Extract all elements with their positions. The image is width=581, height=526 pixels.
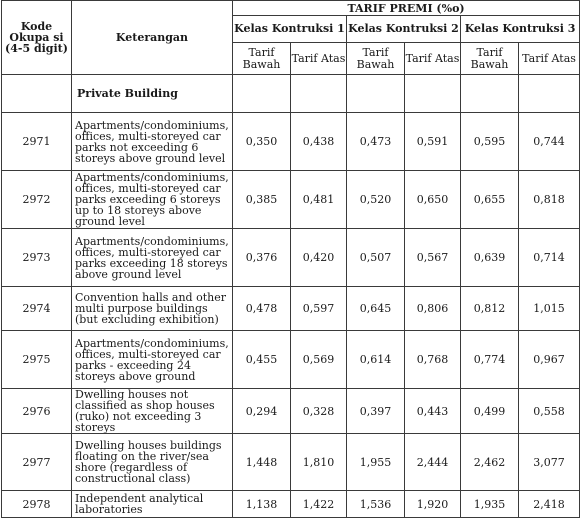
kode-cell: 2976 [2, 389, 72, 434]
tarif-bawah-1-cell: 0,376 [233, 229, 291, 287]
tarif-atas-2-cell: 0,567 [405, 229, 461, 287]
header-tarif-bawah-1: Tarif Bawah [233, 43, 291, 75]
keterangan-cell: Convention halls and other multi purpose buildings (but excluding exhibition) [72, 287, 233, 331]
table-row [2, 287, 580, 331]
tarif-bawah-3-cell: 0,655 [461, 171, 519, 229]
keterangan-cell: Independent analytical laboratories [72, 491, 233, 518]
tarif-atas-2-cell: 0,768 [405, 331, 461, 389]
tarif-atas-2-cell: 0,443 [405, 389, 461, 434]
tarif-bawah-1-cell: 0,478 [233, 287, 291, 331]
header-tarif-atas-3: Tarif Atas [519, 43, 580, 75]
tarif-atas-3-cell: 0,714 [519, 229, 580, 287]
keterangan-cell: Apartments/condominiums, offices, multi-storeyed car parks exceeding 18 storeys above ground level [72, 229, 233, 287]
header-keterangan: Keterangan [72, 1, 233, 75]
kode-cell: 2971 [2, 113, 72, 171]
section-title: Private Building [72, 75, 233, 113]
tarif-atas-1-cell: 0,569 [291, 331, 347, 389]
table-row [2, 389, 580, 434]
kode-cell: 2974 [2, 287, 72, 331]
tarif-atas-1-cell: 0,438 [291, 113, 347, 171]
kode-cell: 2972 [2, 171, 72, 229]
tarif-atas-2-cell: 1,920 [405, 491, 461, 518]
section-empty-cell [405, 75, 461, 113]
kode-cell: 2978 [2, 491, 72, 518]
header-kelas-2: Kelas Kontruksi 2 [347, 16, 461, 43]
section-empty-cell [461, 75, 519, 113]
tarif-atas-3-cell: 2,418 [519, 491, 580, 518]
tarif-atas-2-cell: 2,444 [405, 434, 461, 491]
header-tarif-atas-2: Tarif Atas [405, 43, 461, 75]
tarif-premi-table [1, 0, 580, 518]
keterangan-cell: Apartments/condominiums, offices, multi-storeyed car parks not exceeding 6 storeys above ground level [72, 113, 233, 171]
table-row [2, 434, 580, 491]
section-empty-cell [233, 75, 291, 113]
header-kelas-1: Kelas Kontruksi 1 [233, 16, 347, 43]
tarif-bawah-2-cell: 0,473 [347, 113, 405, 171]
header-kode: Kode Okupa si (4-5 digit) [2, 1, 72, 75]
tarif-bawah-2-cell: 0,614 [347, 331, 405, 389]
tarif-bawah-3-cell: 0,499 [461, 389, 519, 434]
section-kode-cell [2, 75, 72, 113]
header-tarif-bawah-2: Tarif Bawah [347, 43, 405, 75]
tarif-bawah-3-cell: 0,595 [461, 113, 519, 171]
table-row [2, 113, 580, 171]
tarif-bawah-3-cell: 2,462 [461, 434, 519, 491]
tarif-bawah-3-cell: 0,774 [461, 331, 519, 389]
kode-cell: 2973 [2, 229, 72, 287]
tarif-bawah-1-cell: 0,350 [233, 113, 291, 171]
table-row [2, 229, 580, 287]
tarif-atas-3-cell: 0,744 [519, 113, 580, 171]
tarif-bawah-3-cell: 1,935 [461, 491, 519, 518]
keterangan-cell: Apartments/condominiums, offices, multi-storeyed car parks exceeding 6 storeys up to 18 storeys above ground level [72, 171, 233, 229]
tarif-bawah-2-cell: 0,397 [347, 389, 405, 434]
tarif-atas-1-cell: 0,328 [291, 389, 347, 434]
tarif-bawah-1-cell: 1,138 [233, 491, 291, 518]
tarif-bawah-1-cell: 0,455 [233, 331, 291, 389]
section-empty-cell [347, 75, 405, 113]
tarif-bawah-2-cell: 1,536 [347, 491, 405, 518]
tarif-bawah-3-cell: 0,812 [461, 287, 519, 331]
header-tarif-atas-1: Tarif Atas [291, 43, 347, 75]
kode-cell: 2977 [2, 434, 72, 491]
header-tarif-premi: TARIF PREMI (%o) [233, 1, 580, 16]
tarif-atas-1-cell: 1,810 [291, 434, 347, 491]
header-tarif-bawah-3: Tarif Bawah [461, 43, 519, 75]
table-body [2, 75, 580, 518]
kode-cell: 2975 [2, 331, 72, 389]
table-row [2, 331, 580, 389]
keterangan-cell: Dwelling houses not classified as shop houses (ruko) not exceeding 3 storeys [72, 389, 233, 434]
tarif-atas-1-cell: 0,420 [291, 229, 347, 287]
header-row-top [2, 1, 580, 16]
tarif-bawah-1-cell: 1,448 [233, 434, 291, 491]
tarif-atas-3-cell: 0,818 [519, 171, 580, 229]
tarif-atas-1-cell: 0,481 [291, 171, 347, 229]
section-row [2, 75, 580, 113]
tarif-bawah-2-cell: 0,645 [347, 287, 405, 331]
header-kelas-3: Kelas Kontruksi 3 [461, 16, 580, 43]
tarif-atas-1-cell: 0,597 [291, 287, 347, 331]
tarif-bawah-1-cell: 0,294 [233, 389, 291, 434]
keterangan-cell: Dwelling houses buildings floating on the river/sea shore (regardless of constructional class) [72, 434, 233, 491]
tarif-bawah-2-cell: 0,507 [347, 229, 405, 287]
tarif-bawah-1-cell: 0,385 [233, 171, 291, 229]
tarif-atas-3-cell: 1,015 [519, 287, 580, 331]
tarif-atas-2-cell: 0,806 [405, 287, 461, 331]
tarif-atas-3-cell: 0,967 [519, 331, 580, 389]
tarif-atas-2-cell: 0,650 [405, 171, 461, 229]
tarif-bawah-3-cell: 0,639 [461, 229, 519, 287]
tarif-bawah-2-cell: 1,955 [347, 434, 405, 491]
section-empty-cell [291, 75, 347, 113]
keterangan-cell: Apartments/condominiums, offices, multi-storeyed car parks - exceeding 24 storeys above ground [72, 331, 233, 389]
tarif-atas-3-cell: 3,077 [519, 434, 580, 491]
section-empty-cell [519, 75, 580, 113]
table-row [2, 171, 580, 229]
tarif-bawah-2-cell: 0,520 [347, 171, 405, 229]
tarif-atas-1-cell: 1,422 [291, 491, 347, 518]
table-row [2, 491, 580, 518]
tarif-atas-3-cell: 0,558 [519, 389, 580, 434]
tarif-atas-2-cell: 0,591 [405, 113, 461, 171]
